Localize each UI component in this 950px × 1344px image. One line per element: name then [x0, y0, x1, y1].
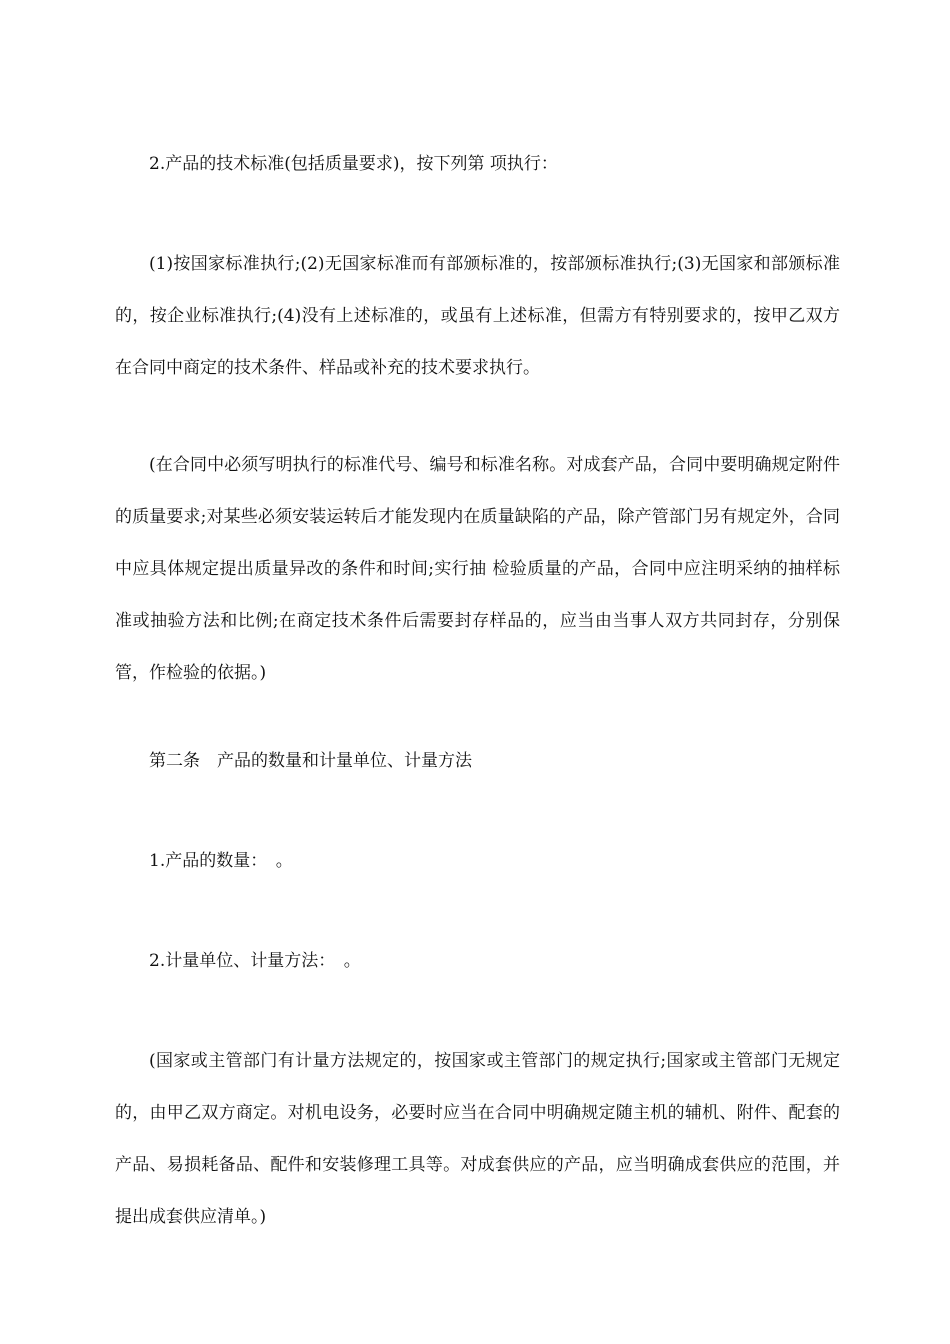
paragraph-standard-note: (在合同中必须写明执行的标准代号、编号和标准名称。对成套产品，合同中要明确规定附件的质量要求;对某些必须安装运转后才能发现内在质量缺陷的产品，除产管部门另有规定外，合同中应具体规定提出质量异改的条件和时间;实行抽 检验质量的产品，合同中应注明采纳的抽样标准或抽验方法和比例;在商定技术条件后需要封存样品的，应当由当事人双方共同封存，分别保管，作检验的依据。)	[115, 455, 840, 683]
paragraph-quantity: 1.产品的数量： 。	[149, 851, 293, 871]
article-two-heading: 第二条 产品的数量和计量单位、计量方法	[149, 751, 472, 771]
paragraph-technical-standard: 2.产品的技术标准(包括质量要求)，按下列第 项执行：	[149, 154, 558, 174]
paragraph-measurement-unit: 2.计量单位、计量方法： 。	[149, 951, 361, 971]
paragraph-measurement-note: (国家或主管部门有计量方法规定的，按国家或主管部门的规定执行;国家或主管部门无规定的，由甲乙双方商定。对机电设务，必要时应当在合同中明确规定随主机的辅机、附件、配套的产品、易损耗备品、配件和安装修理工具等。对成套供应的产品，应当明确成套供应的范围，并提出成套供应清单。)	[115, 1051, 840, 1227]
paragraph-standard-options: (1)按国家标准执行;(2)无国家标准而有部颁标准的，按部颁标准执行;(3)无国家和部颁标准的，按企业标准执行;(4)没有上述标准的，或虽有上述标准，但需方有特别要求的，按甲乙双方在合同中商定的技术条件、样品或补充的技术要求执行。	[115, 254, 840, 378]
